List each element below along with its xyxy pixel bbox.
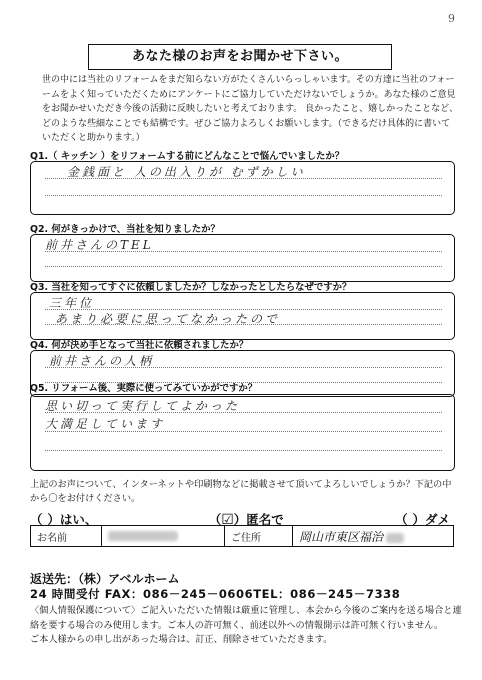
address-field[interactable] — [293, 526, 454, 547]
survey-title: あなた様のお声をお聞かせ下さい。 — [88, 44, 392, 70]
intro-line: いただくと助かります。） — [42, 133, 145, 143]
anonymous-checkbox-checked[interactable]: ☑ — [221, 512, 234, 528]
intro-line: をお聞かせいただき今後の活動に反映したいと考えております。 良かったこと、嬉しかったことなど、 — [42, 104, 459, 114]
question-4-label: Q4. 何が決め手となって当社に依頼されましたか？ — [30, 340, 249, 351]
answer-box-2[interactable] — [30, 234, 455, 282]
intro-line: ームをよく知っていただくためにアンケートにご協力していただけないでしょうか。あなた様のご意見 — [42, 89, 456, 100]
answer-5-text-line-1: 思い切って実行してよかった — [45, 399, 241, 413]
redacted-address — [386, 533, 404, 543]
answer-5-text-line-2: 大満足しています — [45, 417, 166, 431]
question-3-label: Q3. 当社を知ってすぐに依頼しましたか？しなかったとしたらなぜですか？ — [30, 282, 352, 293]
answer-3-text-line-1: 三年位 — [49, 296, 95, 310]
consent-line: 上記のお声について、インターネットや印刷物などに掲載させて頂いてよろしいでしょうか？下記の中 — [30, 479, 452, 490]
answer-3-text-line-2: あまり必要に思ってなかったので — [55, 312, 281, 326]
answer-box-3[interactable] — [30, 292, 455, 340]
paren-close: ） — [47, 512, 60, 527]
intro-line: どのような些細なことでも結構です。ぜひご協力よろしくお願いします。（できるだけ具体的に書いて — [42, 118, 451, 129]
option-yes-label: はい、 — [59, 512, 98, 527]
publication-consent-text — [30, 478, 451, 506]
address-label: ご住所 — [225, 526, 293, 547]
option-no-label: ダメ — [424, 512, 450, 527]
address-value: 岡山市東区福治 — [299, 529, 384, 544]
contact-numbers: 24 時間受付 FAX：086－245－0606TEL：086－245－7338 — [30, 587, 401, 601]
privacy-line: 絡を要する場合のみ使用します。ご本人の許可無く、前述以外への情報開示は許可無く行いません。 — [30, 619, 444, 631]
respondent-info-table — [30, 525, 454, 547]
writing-line — [45, 266, 442, 267]
privacy-line: ご本人様からの申し出があった場合は、訂正、削除させていただきます。 — [30, 634, 333, 645]
privacy-notice — [30, 604, 460, 648]
name-field[interactable] — [102, 526, 225, 547]
return-address: 返送先：（株）アベルホーム — [30, 572, 180, 586]
question-2-label: Q2. 何がきっかけで、当社を知りましたか？ — [30, 224, 220, 235]
intro-paragraph — [42, 73, 459, 146]
answer-box-5[interactable] — [30, 394, 455, 471]
answer-2-text: 前井さんのTEL — [45, 238, 154, 252]
privacy-line: 〈個人情報保護について〉ご記入いただいた情報は厳重に管理し、本会から今後のご案内を送る場合と連 — [30, 605, 462, 616]
question-5-label: Q5. リフォーム後、実際に使ってみていかがですか？ — [30, 383, 258, 394]
answer-box-1[interactable] — [30, 161, 455, 215]
writing-line — [45, 195, 442, 196]
answer-1-text: 金銭面と 人の出入りが むずかしい — [67, 165, 306, 179]
paren-open: （ — [208, 512, 222, 527]
paren-open: （ — [30, 512, 43, 527]
paren-close: ） — [233, 512, 247, 527]
option-anonymous-label: 匿名で — [246, 512, 284, 527]
answer-4-text: 前井さんの人柄 — [49, 354, 155, 368]
writing-line — [45, 450, 442, 451]
question-1-label: Q1.（ キッチン ）をリフォームする前にどんなことで悩んでいましたか？ — [30, 151, 345, 162]
paren-open: （ — [395, 512, 408, 527]
redacted-name — [108, 531, 178, 541]
intro-line: 世の中には当社のリフォームをまだ知らない方がたくさんいらっしゃいます。その方達に当社のフォー — [42, 75, 455, 85]
paren-close: ） — [412, 512, 425, 527]
page-number: 9 — [448, 12, 455, 25]
consent-line: から〇をお付けください。 — [30, 493, 141, 504]
name-label: お名前 — [31, 526, 102, 547]
